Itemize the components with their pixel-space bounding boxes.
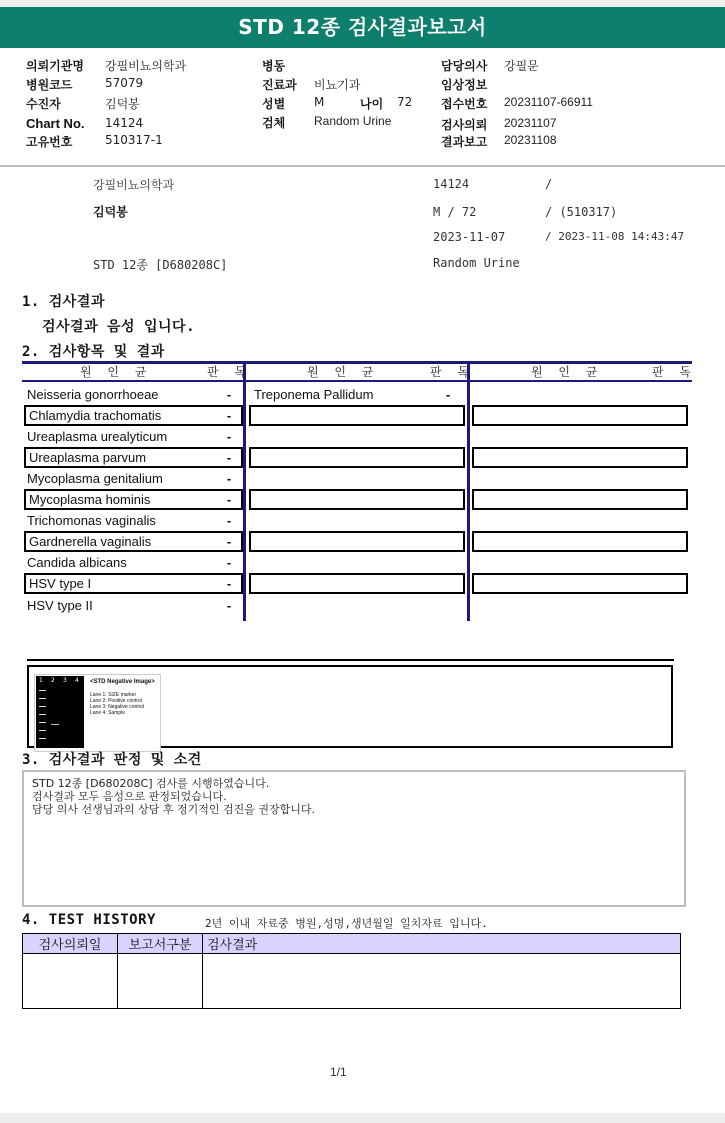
organism-name: Gardnerella vaginalis [29, 534, 152, 549]
lane-label: 2 [51, 677, 55, 684]
empty-cell [472, 573, 688, 594]
summary-request-date: 2023-11-07 [433, 230, 506, 244]
lane-label: 1 [39, 677, 43, 684]
specimen-value: Random Urine [314, 114, 392, 128]
lane-label: 4 [75, 677, 79, 684]
result-value: - [226, 598, 232, 613]
institution-value: 강필비뇨의학과 [105, 59, 187, 73]
chart-label: Chart No. [26, 116, 85, 131]
opinion-line: STD 12종 [D680208C] 검사를 시행하였습니다. [32, 777, 270, 790]
receipt-value: 20231107-66911 [504, 95, 593, 109]
patient-label: 수진자 [26, 97, 61, 111]
result-row [24, 595, 243, 616]
result-row [24, 552, 243, 573]
unique-label: 고유번호 [26, 135, 73, 149]
result-value: - [226, 555, 232, 570]
summary-report-datetime: / 2023-11-08 14:43:47 [545, 230, 685, 243]
lane-label: 3 [63, 677, 67, 684]
section3-title: 3. 검사결과 판정 및 소견 [22, 752, 202, 768]
dept-label: 진료과 [262, 78, 297, 92]
organism-name: Treponema Pallidum [254, 387, 374, 402]
opinion-line: 담당 의사 선생님과의 상담 후 정기적인 검진을 권장합니다. [32, 803, 315, 816]
patient-value: 김덕봉 [105, 97, 140, 111]
empty-cell [249, 489, 465, 510]
history-header-result: 검사결과 [203, 934, 681, 954]
gel-caption-title: <STD Negative Image> [90, 679, 155, 685]
age-label: 나이 [360, 97, 384, 111]
result-row [24, 531, 243, 552]
empty-cell [249, 447, 465, 468]
result-value: - [226, 471, 232, 486]
result-row [251, 384, 466, 405]
opinion-text [32, 777, 315, 816]
gel-image [36, 676, 84, 748]
col2-header-organism: 원 인 균 [307, 365, 380, 379]
col3-header-organism: 원 인 균 [531, 365, 604, 379]
history-header-report-type: 보고서구분 [118, 934, 203, 954]
empty-cell [249, 573, 465, 594]
gel-image-frame [27, 665, 673, 748]
patient-info-block [0, 48, 725, 167]
result-row [24, 426, 243, 447]
doctor-label: 담당의사 [441, 59, 488, 73]
result-value: - [226, 450, 232, 465]
report-value: 20231108 [504, 133, 557, 147]
gel-image-card [34, 674, 161, 752]
result-value: - [226, 513, 232, 528]
result-value: - [226, 576, 232, 591]
history-cell [118, 954, 203, 1009]
table-divider-1 [243, 363, 246, 621]
request-value: 20231107 [504, 116, 557, 130]
top-strip [0, 0, 725, 7]
organism-name: HSV type II [27, 598, 93, 613]
page-number: 1/1 [330, 1065, 347, 1079]
result-value: - [445, 387, 451, 402]
report-label: 결과보고 [441, 135, 488, 149]
age-value: 72 [397, 95, 413, 109]
result-row [24, 447, 243, 468]
summary-specimen: Random Urine [433, 256, 520, 270]
organism-name: HSV type I [29, 576, 92, 591]
bottom-strip [0, 1113, 725, 1123]
opinion-box [22, 770, 686, 907]
organism-name: Neisseria gonorrhoeae [27, 387, 159, 402]
organism-name: Mycoplasma genitalium [27, 471, 163, 486]
sex-label: 성별 [262, 97, 286, 111]
hospital-code-label: 병원코드 [26, 78, 73, 92]
organism-name: Candida albicans [27, 555, 127, 570]
empty-cell [249, 405, 465, 426]
dept-value: 비뇨기과 [314, 78, 361, 92]
result-row [24, 405, 243, 426]
section4-title: 4. TEST HISTORY [22, 912, 156, 928]
organism-name: Ureaplasma parvum [29, 450, 147, 465]
col3-header-result: 판 독 [652, 365, 697, 379]
organism-name: Ureaplasma urealyticum [27, 429, 168, 444]
history-header-row [23, 934, 681, 954]
empty-cell [472, 531, 688, 552]
ward-label: 병동 [262, 59, 286, 73]
doctor-value: 강필문 [504, 59, 539, 73]
gel-legend-item: Lane 4: Sample [90, 710, 126, 716]
section2-title: 2. 검사항목 및 결과 [22, 344, 165, 360]
opinion-line: 검사결과 모두 음성으로 판정되었습니다. [32, 790, 227, 803]
result-row [24, 384, 243, 405]
summary-slash: / [545, 177, 553, 191]
result-row [24, 468, 243, 489]
history-cell [23, 954, 118, 1009]
section1-text: 검사결과 음성 입니다. [42, 319, 196, 335]
summary-birth: / (510317) [545, 205, 618, 219]
gel-top-rule [27, 659, 674, 661]
empty-cell [472, 405, 688, 426]
organism-name: Mycoplasma hominis [29, 492, 151, 507]
empty-cell [249, 531, 465, 552]
summary-patient: 김덕봉 [93, 205, 128, 219]
result-value: - [226, 492, 232, 507]
institution-label: 의뢰기관명 [26, 59, 84, 73]
clinical-label: 임상정보 [441, 78, 488, 92]
col1-header-result: 판 독 [207, 365, 252, 379]
gel-legend-item: Lane 1: SIZE marker [90, 692, 137, 698]
result-value: - [226, 408, 232, 423]
history-note: 2년 이내 자료중 병원,성명,생년월일 일치자료 입니다. [205, 917, 488, 930]
result-row [24, 573, 243, 594]
summary-chart: 14124 [433, 177, 470, 191]
report-title: STD 12종 검사결과보고서 [0, 7, 725, 48]
chart-value: 14124 [105, 116, 144, 130]
result-value: - [226, 534, 232, 549]
receipt-label: 접수번호 [441, 97, 488, 111]
hospital-code-value: 57079 [105, 76, 144, 90]
col2-header-result: 판 독 [430, 365, 475, 379]
section1-title: 1. 검사결과 [22, 294, 105, 310]
table-divider-2 [467, 363, 470, 621]
gel-legend-item: Lane 2: Positive control [90, 698, 142, 704]
history-empty-row [23, 954, 681, 1009]
organism-name: Chlamydia trachomatis [29, 408, 162, 423]
organism-name: Trichomonas vaginalis [27, 513, 156, 528]
result-row [24, 510, 243, 531]
empty-cell [472, 447, 688, 468]
history-cell [203, 954, 681, 1009]
result-value: - [226, 429, 232, 444]
history-header-request-date: 검사의뢰일 [23, 934, 118, 954]
specimen-label: 검체 [262, 116, 286, 130]
col1-header-organism: 원 인 균 [80, 365, 153, 379]
result-row [24, 489, 243, 510]
summary-institution: 강필비뇨의학과 [93, 178, 175, 192]
request-label: 검사의뢰 [441, 118, 488, 132]
gel-legend-item: Lane 3: Negative control [90, 704, 145, 710]
history-table [22, 933, 681, 1009]
sex-value: M [314, 95, 325, 109]
result-value: - [226, 387, 232, 402]
summary-sex-age: M / 72 [433, 205, 477, 219]
unique-value: 510317-1 [105, 133, 163, 147]
empty-cell [472, 489, 688, 510]
summary-test-code: STD 12종 [D680208C] [93, 258, 228, 272]
